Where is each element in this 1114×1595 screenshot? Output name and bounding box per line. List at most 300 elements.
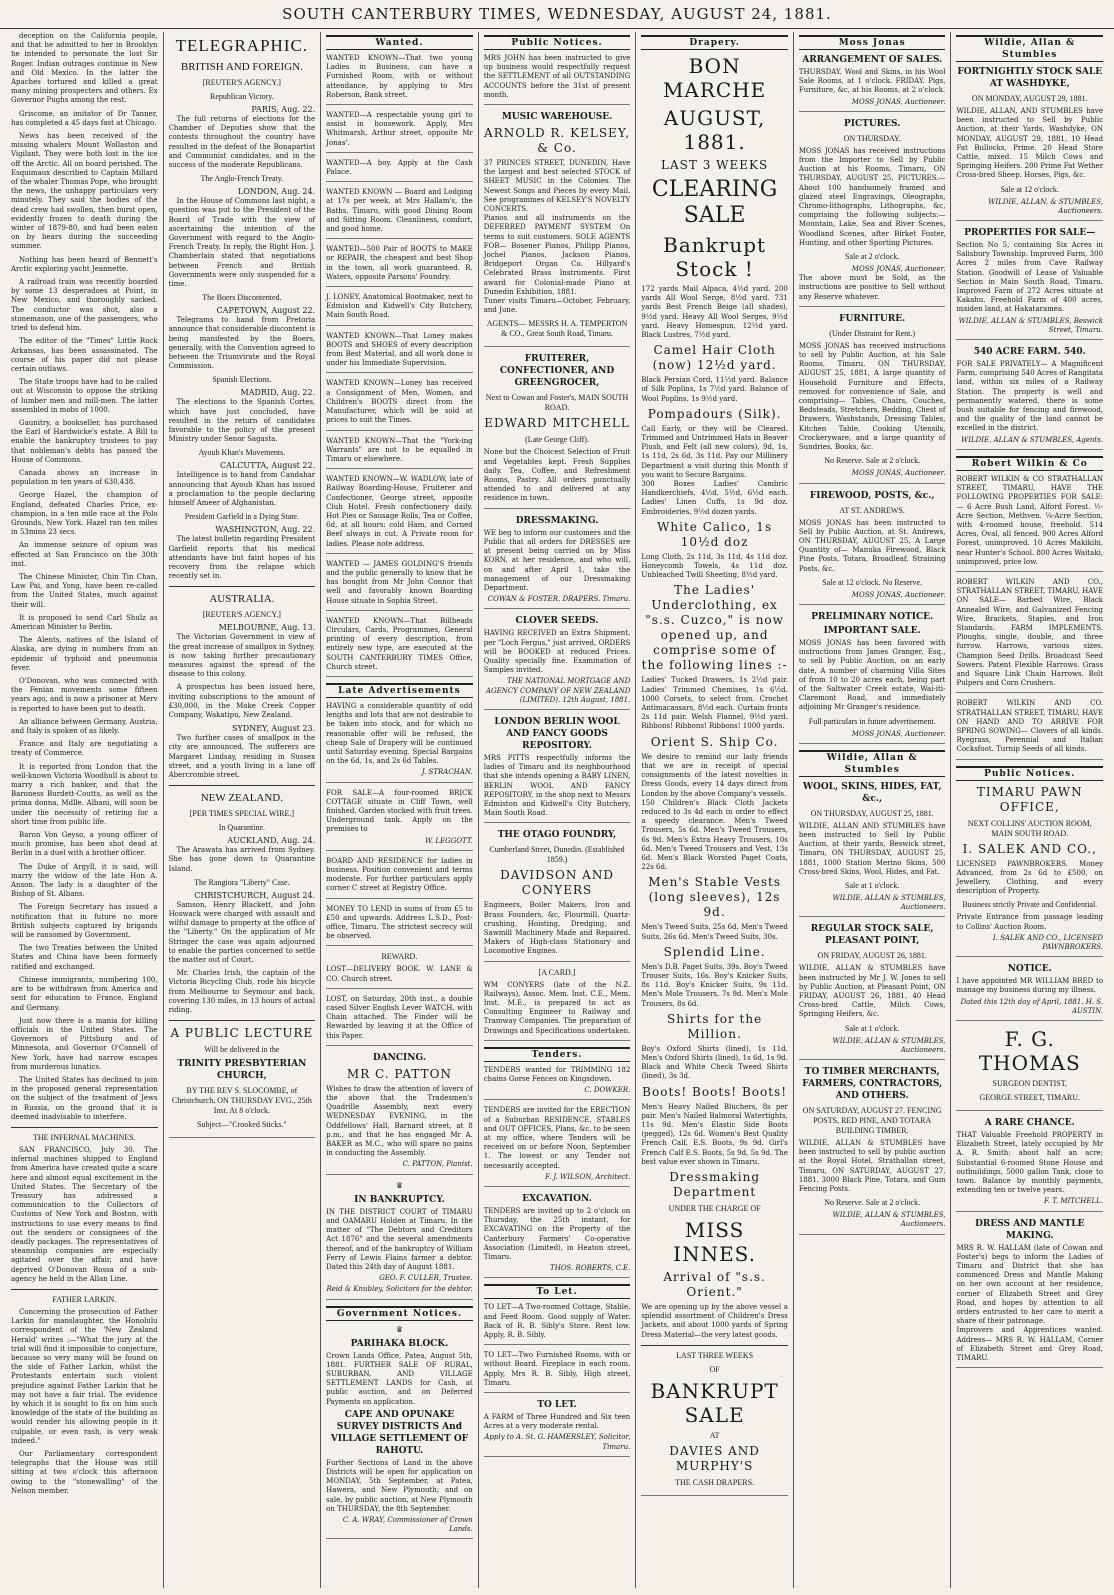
ad-text: HAVING RECEIVED an Extra Shipment, per "Loch Fergus," just arrived, ORDERS will be BOOKED at reduced Prices. Quality specially fine. Examination of Samples invited. bbox=[483, 629, 631, 675]
ad-text: THAT Valuable Freehold PROPERTY in Elizabeth Street, lately occupied by Mr A. R. Smith: about half an acre; Substantial 6-roomed Stone House and outbuildings, 5000 gallon Tank, close to town. Balance by monthly payments, extending ten or twelve years. bbox=[956, 1131, 1104, 1195]
news-headline: The Rangiora "Liberty" Case. bbox=[194, 877, 290, 887]
dateline: AUCKLAND, Aug. 24. bbox=[227, 836, 316, 846]
section-header-wanted: Wanted. bbox=[326, 35, 473, 50]
ad-text: Ladies' Tucked Drawers, 1s 2½d pair. Ladies' Trimmed Chemises, 1s 6½d. 1000 Corsets, to select from. Crochet Antimacassars, 8½d each. Curtain fronts 2s 11d pair. Welsh Flannel, 9½d yard. Ribbons! Ribbons! Ribbons! 1000 yards. bbox=[641, 676, 788, 731]
dateline: LONDON, Aug. 24. bbox=[237, 187, 316, 197]
paragraph: The Alents, natives of the Island of Alaska, are dying in numbers from an epidemic of typhoid and pneumonia fever. bbox=[11, 636, 158, 672]
ad-title: THE OTAGO FOUNDRY, bbox=[497, 830, 617, 841]
column-2-telegraphic bbox=[164, 32, 322, 1588]
ad-headline: Boots! Boots! Boots! bbox=[642, 1084, 788, 1099]
ad-text: BY THE REV S. SLOCOMBE, of Christchurch, ON THURSDAY EVG., 25th Inst. At 8 o'clock. bbox=[171, 1086, 312, 1116]
ad-title: PICTURES. bbox=[844, 118, 901, 129]
divider bbox=[641, 1345, 788, 1346]
ad-headline: Dressmaking Department bbox=[669, 1169, 761, 1199]
paragraph: Nothing has been heard of Bennett's Arctic exploring yacht Jeannette. bbox=[11, 255, 158, 273]
ad-title: A PUBLIC LECTURE bbox=[170, 1026, 314, 1041]
ad-title: FRUITERER, CONFECTIONER, AND GREENGROCER, bbox=[499, 354, 615, 389]
news-headline: President Garfield in a Dying State. bbox=[184, 512, 299, 522]
classified-ad: TO LET—Two Furnished Rooms, with or without Board. Fireplace in each room. Apply, Mrs R. B. Sibly, High street, Timaru. bbox=[484, 1351, 631, 1393]
ad-signature: WILDIE, ALLAN & STUMBLES, Beswick Street, Timaru. bbox=[958, 316, 1104, 334]
ad-date: AUGUST, 1881. bbox=[663, 106, 766, 154]
ad-text: ON THURSDAY. bbox=[843, 133, 901, 143]
ad-title: TO TIMBER MERCHANTS, FARMERS, CONTRACTORS, AND OTHERS. bbox=[802, 1067, 943, 1101]
ad-text: MRS R. W. HALLAM (late of Cowan and Foster's) begs to inform the Ladies of Timaru and District that she has commenced Dress and Mantle Making on her own account at her residence, corner of Elizabeth Street and Grey Road, and hopes by attention to all orders entrusted to her care to merit a share of their patronage. bbox=[956, 1243, 1104, 1326]
ad-headline: CLEARING SALE bbox=[651, 177, 778, 228]
section-header-late-ads: Late Advertisements bbox=[326, 683, 473, 698]
ad-headline: BANKRUPT SALE bbox=[650, 1378, 779, 1427]
ad-signature: WILDIE, ALLAN, & STUMBLES, Auctioneers. bbox=[988, 197, 1104, 215]
ad-dentist bbox=[956, 1027, 1103, 1111]
ad-title: A RARE CHANCE. bbox=[984, 1118, 1075, 1129]
section-header-robert-wilkin: Robert Wilkin & Co bbox=[956, 456, 1103, 471]
ad-clover-seeds bbox=[484, 615, 631, 710]
ad-text: No Reserve. Sale at 2 o'clock. bbox=[824, 1198, 921, 1208]
ad-preliminary-notice bbox=[799, 611, 946, 744]
classified-ad: WANTED—500 Pair of BOOTS to MAKE or REPAIR, the cheapest and best Shop in the town, all work guaranteed. R. Waters, opposite Parsons' Foundry. bbox=[326, 245, 473, 287]
ad-text: Business strictly Private and Confidential. bbox=[962, 900, 1098, 910]
ad-subject: Subject—"Crooked Sticks." bbox=[197, 1120, 287, 1130]
ad-signature: Apply to A. St. G. HAMERSLEY, Solicitor, Timaru. bbox=[484, 1433, 631, 1451]
section-header-wildie-allan: Wildie, Allan & Stumbles bbox=[956, 35, 1103, 62]
ad-text: Sale at 1 o'clock. bbox=[845, 880, 900, 890]
section-title-new-zealand: NEW ZEALAND. bbox=[200, 792, 283, 805]
ad-signature: COWAN & FOSTER, DRAPERS. Timaru. bbox=[487, 595, 631, 604]
ad-venue: TRINITY PRESBYTERIAN CHURCH, bbox=[177, 1059, 307, 1082]
ad-text: Will be delivered in the bbox=[204, 1045, 280, 1055]
ad-title: DRESS AND MANTLE MAKING. bbox=[975, 1218, 1085, 1241]
paragraph: In the House of Commons last night, a question was put to the President of the Board of Trade with the view of ascertaining the intention of the Government with regard to the Anglo-French Treaty. In reply, the Right Hon. J. Chamberlain stated that negotiations between French and British Governments were only suspended for a time. bbox=[168, 197, 316, 289]
ad-text: Cumberland Street, Dunedin. (Established 1859.) bbox=[489, 845, 625, 865]
ad-card bbox=[484, 968, 631, 1041]
section-title-australia: AUSTRALIA. bbox=[209, 593, 275, 606]
headline-father-larkin: FATHER LARKIN. bbox=[52, 1294, 117, 1304]
ad-headline: Bankrupt Stock ! bbox=[663, 233, 767, 281]
dateline: PARIS, Aug. 22. bbox=[251, 105, 316, 114]
ad-text: TENDERS wanted for TRIMMING 182 chains Gorse Fences on Kingsdown. bbox=[483, 1065, 631, 1083]
paragraph: The Arawata has arrived from Sydney. She has gone down to Quarantine Island. bbox=[168, 846, 316, 873]
section-header-government-notices: Government Notices. bbox=[326, 1306, 473, 1321]
ad-text: Next to Cowan and Foster's, MAIN SOUTH ROAD. bbox=[485, 393, 629, 413]
ad-pictures bbox=[799, 118, 946, 307]
dateline: MADRID, Aug. 22. bbox=[240, 388, 316, 398]
ad-firewood bbox=[799, 490, 946, 605]
ad-title: FIREWOOD, POSTS, &c., bbox=[809, 490, 935, 501]
ad-text: 150 Children's Black Cloth Jackets reduced to 3s 4d each in order to effect a speedy clearance. Men's Tweed Trousers, 5s 6d. Men's Tweed Trousers, 6s 9d. Men's Extra Heavy Trousers, 10s 6d. Men's Tweed Trousers and Vest, 13s 6d. Men's Black Worsted Paget Coats, 22s 6d. bbox=[641, 798, 788, 872]
ad-text: WM CONYERS (late of the N.Z. Railways), Assoc. Mem. Inst. C.E., Mem. Inst. M.E., is prepared to act as Consulting Engineer to Railway and Tramway Companies. The preparation of Drawings and Specifications undertaken. bbox=[483, 980, 631, 1035]
ad-text: NEXT COLLINS' AUCTION ROOM, MAIN SOUTH ROAD. bbox=[967, 818, 1092, 838]
ad-name: ARNOLD R. KELSEY, & Co. bbox=[484, 126, 631, 156]
ad-text: Men's D.B. Paget Suits, 39s. Boy's Tweed Trouser Suits, 16s. Boy's Knicker Suits, 8s 11d. Boy's Knicker Suits, 9s 11d. Men's Mole Trousers, 7s 9d. Men's Mole Trousers, 8s 6d. bbox=[641, 962, 788, 1008]
paragraph: France and Italy are negotiating a treaty of Commerce. bbox=[11, 740, 158, 758]
ad-signature: WILDIE, ALLAN & STUMBLES, Auctioneers. bbox=[832, 1211, 946, 1229]
ad-text: ON THURSDAY, AUGUST 25, 1881. bbox=[810, 808, 934, 818]
news-headline: In Quarantine. bbox=[218, 823, 265, 833]
paragraph: Intelligence is to hand from Candahar announcing that Ayoub Khan has issued a proclamation to the people declaring himself Ameer of Afghanistan. bbox=[168, 471, 316, 508]
ad-text: 172 yards Mail Alpaca, 4½d yard. 200 yards All Wool Serge, 8½d yard. 731 yards Best French Beige (all shades), 9½d yard. Heavy All Wool Serges, 9½d yard. Heavy Homespun, 12½d yard. Black Lustres, 7½d yard. bbox=[641, 285, 788, 340]
ad-signature: J. STRACHAN. bbox=[421, 768, 473, 777]
ad-text: Private Entrance from passage leading to Collins' Auction Room. bbox=[956, 913, 1104, 931]
classified-ad: LOST—DELIVERY BOOK. W. LANE & CO. Church street. bbox=[326, 965, 473, 988]
ad-headline: MISS INNES. bbox=[673, 1217, 757, 1266]
paragraph: The Chinese Minister, Chin Tin Chan, Law Pai, and Yong, have been re-called from the United States, much against their will. bbox=[11, 572, 158, 609]
ad-headline: Orient S. Ship Co. bbox=[650, 734, 779, 749]
ad-signature: W. LEGGOTT. bbox=[424, 836, 473, 845]
ad-text: THE CASH DRAPERS. bbox=[675, 1477, 755, 1487]
section-title-british-foreign: BRITISH AND FOREIGN. bbox=[180, 61, 303, 73]
paragraph: Baron Von Geyso, a young officer of much promise, has been shot dead at Berlin in a duel with a brother officer. bbox=[11, 831, 158, 858]
ad-text: Sale at 1 o'clock. bbox=[845, 1023, 900, 1033]
ad-text: Sale at 2 o'clock. bbox=[845, 252, 900, 262]
classified-ad: ROBERT WILKIN AND CO., STRATHALLAN STREET, TIMARU, HAVE ON SALE— Barbed Wire, Black Annealed Wire, and Galvanized Fencing Wire, Brackets, Staples, and Iron Standards. FARM IMPLEMENTS. Ploughs, single, double, and three furrow. Harrows, various sizes. Champion Seed Drills. Broadcast Seed Sowers. Patent Flexible Harrows. Grass and Square Link Chain Harrows. Bolt Pulpers and Corn Crushers. bbox=[956, 578, 1103, 693]
ad-text: FOR SALE PRIVATELY— A Magnificent Farm, comprising 540 Acres of Rangitata land, within six miles of a Railway Station. The property is well and permanently watered, there is some bush suitable for fencing and firewood, and the quality of the land cannot be excelled in the district. bbox=[956, 360, 1104, 433]
ad-text: MOSS JONAS has received instructions to sell by Public Auction, at his Sale Rooms, Timaru, ON THURSDAY, AUGUST 25, 1881, A large quantity of Household Furniture and Effects, removed for convenience of Sale, and comprising— Tables, Chairs, Couches, Bedsteads, Stretchers, Bedding, Chest of Drawers, Washstands, Dressing Tables, Kitchen Table, Cooking Utensils, Crockeryware, and a large quantity of Sundries, Books, &c. bbox=[798, 341, 946, 452]
paragraph: The latest bulletin regarding President Garfield reports that his medical attendants have but faint hopes of his recovery from the relapse which recently set in. bbox=[168, 535, 316, 581]
ad-text: IN THE DISTRICT COURT of TIMARU and OAMARU Holden at Timaru. In the matter of "The Debtors and Creditors Act 1876" and the several amendments thereof, and of the bankruptcy of William Ferry of Lewis Flains farmer a debtor. Dated this 24th day of August 1881. bbox=[326, 1207, 473, 1271]
paragraph: The Foreign Secretary has issued a notification that in future no more British subjects captured by brigands will be ransomed by Government. bbox=[11, 903, 158, 940]
paragraph: The Duke of Argyll, it is said, will marry the widow of the late Hon A. Anson. The lady is a daughter of the Bishop of St. Albans. bbox=[11, 862, 158, 899]
ad-text: GEORGE STREET, TIMARU. bbox=[979, 1093, 1081, 1103]
ad-furniture bbox=[799, 313, 946, 484]
ad-signature: C. DOWKER. bbox=[584, 1086, 631, 1095]
divider bbox=[11, 1289, 158, 1290]
news-headline: The Boers Discontented. bbox=[202, 293, 282, 303]
paragraph: Concerning the prosecution of Father Larkin for manslaughter, the Honolulu correspondent of the 'New Zealand Herald' writes :—"What the jury at the trial will find it impossible to conjecture, because so very many will be found on the side of Father Larkin, whilst the Protestants entertain such violent prejudice against Father Larkin that he may not have a fair trial. The evidence by which it is sought to fix on him such knowledge of the state of the building as would render his allowing people in it culpable, or even rash, is very weak indeed." bbox=[11, 1307, 158, 1445]
ad-title: CLOVER SEEDS. bbox=[515, 616, 599, 627]
paragraph: Samson, Henry Blackett, and John Hoswack were charged with assault and wilful damage to property at the office of the "Liberty." On the application of Mr Stringer the case was again adjourned to enable the parties concerned to settle the matter out of Court. bbox=[168, 900, 316, 964]
ad-bon-marche bbox=[641, 54, 788, 1496]
ad-text: Improvers and Apprentices wanted. Address— MRS R. W. HALLAM, Corner of Elizabeth Street and Grey Road, TIMARU. bbox=[956, 1326, 1104, 1363]
paragraph: Two further cases of smallpox in the city are announced. The sufferers are Margaret Lindsay, residing in Sussex street, and a youth living in a lane off Abercrombie street. bbox=[168, 734, 316, 779]
ad-title: TIMARU PAWN OFFICE, bbox=[976, 784, 1083, 814]
ad-fruiterer bbox=[484, 353, 631, 508]
ad-name: F. G. THOMAS bbox=[978, 1027, 1081, 1076]
paragraph: Chinese immigrants, numbering 100, are to be withdrawn from America and sent for education to France, England and Germany. bbox=[11, 975, 158, 1012]
ad-headline: Camel Hair Cloth (now) 12½d yard. bbox=[652, 343, 777, 373]
ad-text: Tuner visits Timaru—October, February, and June. bbox=[483, 297, 631, 315]
ad-store-name: BON MARCHE bbox=[662, 54, 767, 102]
agency-label: [REUTER'S AGENCY.] bbox=[202, 78, 281, 87]
paragraph: The State troops have had to be called out at Wisconsin to oppose the striking of lumber men and mill-men. The latter assembled in mobs of 1000. bbox=[11, 378, 158, 414]
paragraph: Griscome, an imitator of Dr Tanner, has completed a 45 days fast at Chicago. bbox=[11, 109, 158, 127]
paragraph: deception on the California people, and that he admitted to her in Brooklyn he intended to personate the lost Sir Roger. Indian outrages continue in New and Old Mexico. In the latter the Apaches tortured and killed a great many mining prospecters and others. Ex Governor Pughs among the rest. bbox=[11, 32, 158, 105]
ad-text: None but the Choicest Selection of Fruit and Vegetables kept. Fresh Supplies daily. Tea, Coffee, and Refreshment Rooms, Pastry. All orders punctually attended to and delivered at any residence in town. bbox=[483, 448, 631, 503]
ad-signature: WILDIE, ALLAN & STUMBLES, Auctioneers. bbox=[832, 893, 946, 912]
classified-ad: LOST, on Saturday, 20th inst., a double cased Silver English Lever WATCH, with Chain attached. The Finder will be Rewarded by leaving it at the Office of this Paper. bbox=[326, 995, 473, 1046]
paragraph: Telegrams to hand from Pretoria announce that considerable discontent is being manifested by the Boers, generally, with the Convention agreed to between the Triumvirate and the Royal Commission. bbox=[168, 316, 316, 371]
paragraph: The elections to the Spanish Cortes, which have just concluded, have resulted in the return of candidates favorable to the policy of the present Ministry under Senor Sagasta. bbox=[168, 398, 316, 444]
ad-timber bbox=[799, 1066, 946, 1235]
ad-headline: Pompadours (Silk). bbox=[647, 406, 782, 421]
ad-signature: F. T. MITCHELL. bbox=[1044, 1197, 1104, 1206]
ad-text: THURSDAY. Wool and Skins, in his Wool Sale Rooms, at 1 o'clock. FRIDAY. Pigs, Furniture, &c, at his Rooms, at 2 o'clock. bbox=[798, 68, 946, 95]
classified-ad bbox=[484, 1066, 631, 1101]
ad-title: REGULAR STOCK SALE, PLEASANT POINT, bbox=[810, 924, 934, 947]
ad-bankruptcy bbox=[326, 1181, 473, 1300]
ad-text: Black Persian Cord, 11½d yard. Balance of Silk Poplins, 1s 7½d yard. Balance of Wool Poplins, 1s 9½d yard. bbox=[641, 376, 788, 403]
ad-text: LAST THREE WEEKS bbox=[676, 1350, 754, 1360]
ad-text: UNDER THE CHARGE OF bbox=[668, 1203, 761, 1213]
ad-signature: Dated this 12th day of April, 1881. H. S. AUSTIN. bbox=[960, 997, 1104, 1015]
ad-headline: The Ladies' Underclothing, ex "s.s. Cuzco," is now opened up, and comprise some of the following lines :- bbox=[641, 583, 788, 673]
ad-stock-sale bbox=[799, 923, 946, 1060]
ad-subtitle: IMPORTANT SALE. bbox=[823, 625, 921, 636]
classified-ad bbox=[326, 789, 473, 851]
paragraph: George Hazel, the champion of England, defeated Charles Price, ex-champion, in a ten mile race at the Polo Grounds, New York. Hazel ran ten miles in 53mins 23 secs. bbox=[11, 491, 158, 537]
ad-text: 37 PRINCES STREET, DUNEDIN, Have the largest and best selected STOCK of SHEET MUSIC in the Colonies. The Newest Songs and Pieces by every Mail. See programmes of KELSEY'S NOVELTY CONCERTS. bbox=[483, 159, 631, 214]
ad-washdyke-sale bbox=[956, 66, 1103, 221]
ad-title: [A CARD.] bbox=[538, 967, 576, 977]
section-header-to-let: To Let. bbox=[484, 1284, 631, 1299]
classified-ad: WANTED KNOWN—That the "York-ing Warrants" are not to be equalled in Timaru or elsewhere. bbox=[326, 437, 473, 470]
dateline: MELBOURNE, Aug. 13. bbox=[218, 623, 316, 633]
ad-signature: MOSS JONAS, Auctioneer. bbox=[851, 590, 946, 599]
classified-ad: WANTED KNOWN—That two young Ladies in Business, can have a Furnished Room, with or without attendance, by applying to Mrs Roberson, Bank street. bbox=[326, 54, 473, 105]
ad-text: MRS PITTS respectfully informs the ladies of Timaru and its neighbourhood that she intends opening a BABY LINEN, BERLIN WOOL AND FANCY REPOSITORY, in the shop next to Messrs Edmiston and Kidwell's City Butchery, Main South Road. bbox=[483, 753, 631, 818]
ad-text: Section No 5, containing Six Acres in Salisbury Township. Improved Farm, 300 Acres 2 miles from Cave Railway Station. Goodwill of Lease of Valuable Section in Main South Road, Timaru. Improved Farm of 272 Acres situate at Kakahu. Freehold Farm of 400 acres, maiden land, at Hakataramea. bbox=[956, 241, 1104, 314]
section-header-moss-jonas: Moss Jonas bbox=[799, 35, 946, 50]
ad-title: FORTNIGHTLY STOCK SALE AT WASHDYKE, bbox=[957, 67, 1103, 89]
dateline: SYDNEY, August 23. bbox=[232, 724, 316, 734]
ad-title: PRELIMINARY NOTICE. bbox=[811, 611, 934, 622]
classified-ad bbox=[484, 1193, 631, 1278]
ad-otago-foundry bbox=[484, 829, 631, 961]
ad-music-warehouse bbox=[484, 111, 631, 347]
ad-signature: MOSS JONAS, Auctioneer. bbox=[851, 729, 946, 738]
section-header-public-notices: Public Notices. bbox=[956, 766, 1103, 781]
classified-ad bbox=[484, 1106, 631, 1187]
ad-text: MOSS JONAS has received instructions from the Importer to Sell by Public Auction at his Rooms, Timaru, ON THURSDAY, AUGUST 25, PICTURES.—About 100 handsomely framed and glazed steel Engravings, Oleographs, Chromo-lithographs, Lithographs, &c, comprising the following subjects:— Mountain, Lake, Sea and River Scenes, Woodland Scenes, after Birket Foster, Hunting, and other Sporting Pictures. bbox=[798, 146, 946, 247]
agency-label: [REUTER'S AGENCY.] bbox=[202, 610, 281, 620]
ad-name: I. SALEK AND CO., bbox=[962, 841, 1097, 856]
dateline: CAPETOWN, August 22. bbox=[216, 306, 316, 316]
paragraph: An immense seizure of opium was effected at San Francisco on the 30th inst. bbox=[11, 541, 158, 568]
ad-title: MUSIC WAREHOUSE. bbox=[501, 112, 613, 123]
ad-name: EDWARD MITCHELL bbox=[484, 416, 630, 431]
ad-text: WILDIE, ALLAN, AND STUMBLES have been instructed to Sell by Public Auction, at their Yards, Washdyke, ON MONDAY, AUGUST 29, 1881, 10 Head Fat Bullocks, Prime. 20 Head Store Cattle, mixed. 15 Milch Cows and Springing Heifers. 200 Prime Fat Wether Cross-bred Sheep. Horses, Pigs, &c. bbox=[956, 107, 1104, 180]
news-headline: Ayoub Khan's Movements. bbox=[198, 448, 286, 458]
masthead: SOUTH CANTERBURY TIMES, WEDNESDAY, AUGUST 24, 1881. bbox=[0, 0, 1114, 29]
wire-label: [PER TIMES SPECIAL WIRE.] bbox=[189, 809, 295, 819]
column-7-notices bbox=[951, 32, 1108, 1588]
classified-ad: ROBERT WILKIN AND CO. STRATHALLAN STREET, TIMARU, HAVE ON HAND AND TO ARRIVE FOR SPRING SOWING— Clovers of all kinds. Ryegrass, Perennial and Italian Cocksfoot. Turnip Seeds of all kinds. bbox=[956, 699, 1103, 759]
ad-text: OF bbox=[709, 1364, 720, 1374]
classified-ad: WANTED — JAMES GOLDING'S friends and the public generally to know that he has bought from Mr John Connor that well and favorably known Boarding House situate in Sophia Street. bbox=[326, 560, 473, 611]
ad-mantle-making bbox=[956, 1218, 1103, 1369]
ad-text: ON FRIDAY, AUGUST 26, 1881. bbox=[817, 951, 927, 961]
ad-name: MR C. PATTON bbox=[346, 1066, 452, 1081]
ad-dancing bbox=[326, 1052, 473, 1175]
paragraph: The two Treaties between the United States and China have been formerly ratified and exchanged. bbox=[11, 944, 158, 971]
classified-ad bbox=[484, 1399, 631, 1457]
divider bbox=[169, 586, 316, 587]
ad-signature: C. PATTON, Pianist. bbox=[402, 1160, 473, 1169]
ad-text: ON MONDAY, AUGUST 29, 1881. bbox=[971, 94, 1088, 103]
ad-headline: Arrival of "s.s. Orient." bbox=[663, 1269, 766, 1299]
ad-properties bbox=[956, 227, 1103, 340]
ad-berlin-wool bbox=[484, 716, 631, 823]
ad-text: HAVING a considerable quantity of odd lengths and lots that are not desirable to be taken into stock, and for which no reasonable offer will be refused, the cheap Sale of Drapery will be continued until Saturday evening. Special Bargains on the 6d, 1s, and 2s 6d Tables. bbox=[326, 701, 473, 766]
paragraph: The full returns of elections for the Chamber of Deputies show that the contests throughout the country have resulted in the defeat of the Bonapartist and Communist candidates, and in the success of the moderate Republicans. bbox=[168, 115, 316, 170]
paragraph: It is proposed to send Carl Shulz as American Minister to Berlin. bbox=[11, 613, 158, 631]
ad-text: Men's Tweed Suits, 25s 6d. Men's Tweed Suits, 26s 6d. Men's Tweed Suits, 30s. bbox=[641, 923, 788, 941]
headline-infernal-machines: THE INFERNAL MACHINES. bbox=[32, 1132, 136, 1142]
ad-text: Pianos and all instruments on the DEFERRED PAYMENT SYSTEM On terms to suit customers. SOLE AGENTS FOR— Bosener Pianos, Philipp Pianos, Jochel Pianos, Jackson Pianos, Bridgeport Organ Co. Hillyard's Celebrated Brass Instruments. First award for Colonial-made Piano at Dunedin Exhibition, 1881. bbox=[483, 214, 631, 296]
ad-text: WE beg to inform our customers and the Public that all orders for DRESSES are at present being carried on by Miss KORN, at her residence, and who will, on and after April 1, take the management of our Dressmaking Department. bbox=[483, 528, 631, 592]
ad-signature: GEO. F. CULLER, Trustee. bbox=[379, 1274, 473, 1283]
classified-ad: WANTED KNOWN—That Loney makes BOOTS and SHOES of every description from Best Material, and all work done is under his Immediate Supervision. bbox=[326, 332, 473, 374]
ad-farm bbox=[956, 346, 1103, 450]
ad-text: Full particulars in future advertisement. bbox=[808, 716, 936, 726]
paragraph: News has been received of the missing whalers Mount Wollaston and Vigilant. They were both lost in the ice off the Arctic. All on board perished. The Esquimaux described to Captain Millard of the whaler Thomas Pope, who brought the news, the unhappy particulars very minutely. They said the bodies of the dead crew had swollen, then burst open, evidently frozen to death during the winter of 1879-80, and had been eaten on by bears during the succeeding summer. bbox=[11, 132, 158, 251]
ad-dressmaking bbox=[484, 515, 631, 610]
ad-signature: I. SALEK AND CO., LICENSED PAWNBROKERS. bbox=[992, 933, 1104, 951]
ad-text: No Reserve. Sale at 2 o'clock. bbox=[824, 456, 921, 466]
ad-notice bbox=[956, 963, 1103, 1021]
ad-text: TENDERS are invited for the ERECTION of a Suburban RESIDENCE, STABLES and OUT OFFICES, Plans, &c, to be seen at my office, where Tenders will be received on or before Noon, September 1. The lowest or any Tender not necessarily accepted. bbox=[483, 1106, 631, 1170]
divider bbox=[169, 785, 316, 786]
section-header-wildie-allan: Wildie, Allan & Stumbles bbox=[799, 750, 946, 777]
classified-ad: MONEY TO LEND in sums of from £5 to £50 and upwards. Address L.S.D., Post-office, Timaru. The strictest secrecy will be observed. bbox=[326, 905, 473, 947]
ad-text: AT ST. ANDREWS. bbox=[839, 505, 905, 515]
ad-signature: THE NATIONAL MORTGAGE AND AGENCY COMPANY OF NEW ZEALAND (LIMITED). 12th August, 1881. bbox=[485, 677, 631, 704]
dateline: WASHINGTON, Aug. 22. bbox=[215, 525, 316, 535]
ad-text: LICENSED PAWNBROKERS. Money Advanced, from 2s 6d to £500, on Jewellery, Clothing, and every description of Property. bbox=[956, 859, 1104, 896]
column-4-public-notices bbox=[479, 32, 637, 1588]
section-header-tenders: Tenders. bbox=[484, 1047, 631, 1062]
ad-public-lecture bbox=[169, 1026, 316, 1138]
ad-text: I have appointed MR WILLIAM BRED to manage my business during my illness. bbox=[956, 977, 1104, 995]
ad-text: SURGEON DENTIST, bbox=[992, 1079, 1068, 1089]
ad-text: 300 Boxes Ladies' Cambric Handkerchiefs, 4½d, 5½d, 6½d each. Ladies' Linen Cuffs, 1s 9d doz. Embroideries, 9½d dozen yards. bbox=[641, 480, 788, 516]
paragraph: An alliance between Germany, Austria, and Italy is spoken of as likely. bbox=[11, 717, 158, 736]
news-headline: Spanish Elections. bbox=[212, 375, 272, 385]
classified-ad: WANTED KNOWN—That Billheads Circulars, Cards, Programmes, General printing of every description, from entirely new type, are executed at the SOUTH CANTERBURY TIMES Office, Church street. bbox=[326, 617, 473, 677]
ad-text: Men's Heavy Nailed Bluchers, 8s per pair. Men's Nailed Balmoral Watertights, 11s 9d. Men's Elastic Side Boots (pegged), 12s 6d. Women's Best Quality French Calf, E.S. Boots, 9s 9d. Girl's French Calf E.S. Boots, 5s 9d, 5s 9d. The best value ever shown in Timaru. bbox=[641, 1102, 788, 1166]
ad-text: Long Cloth, 2s 11d, 3s 11d, 4s 11d doz. Honeycomb Towels, 4s 11d doz. Unbleached Twill Sheeting, 8½d yard. bbox=[641, 552, 788, 580]
paragraph: The United States has declined to join in the proposed general representation on the subject of the treatment of Jews in Russia, on the ground that it is deemed inadvisable to interfere. bbox=[11, 1075, 158, 1121]
ad-text: We are opening up by the above vessel a splendid assortment of Children's Dress Jackets, and about 1000 yards of Spring Dress Material—the very latest goods. bbox=[641, 1302, 788, 1339]
ad-signature: WILDIE, ALLAN & STUMBLES, Agents. bbox=[961, 435, 1104, 444]
ad-signature: MOSS JONAS, Auctioneer. bbox=[851, 469, 946, 478]
section-header-public-notices: Public Notices. bbox=[484, 35, 631, 50]
ad-title: ARRANGEMENT OF SALES. bbox=[802, 55, 943, 65]
ad-text: Engineers, Boiler Makers, Iron and Brass Founders, &c, Flourmill, Quartz-crushing, Hoisting, Dredging, and Sawmill Machinery Made and Repaired. Makers of High-class Stationary and Locomotive Engines. bbox=[483, 901, 631, 956]
ad-text: WILDIE, ALLAN AND STUMBLES have been instructed to Sell by Public Auction, at their yards, Beswick street, Timaru, ON THURSDAY, AUGUST 25, 1881, 1000 Station Merino Skins, 500 Cross-bred Skins, Wool, Hides, and Fat. bbox=[798, 821, 946, 876]
paragraph: A railroad train was recently boarded by some 13 desperadoes at Point, in New Mexico, and thoroughly sacked. The conductor was shot, also a stonemason, one of the passengers, who tried to defend him. bbox=[11, 278, 158, 333]
ad-text: MOSS JONAS has been instructed to Sell by Public Auction, at St. Andrews, ON THURSDAY, AUGUST 25, A Large Quantity of— Manuka Firewood, Black Pine Posts, Totara, Broadleaf, Straining Posts, &c. bbox=[798, 518, 946, 573]
ad-title: 540 ACRE FARM. 540. bbox=[973, 347, 1086, 358]
crown-emblem-icon: ♛ bbox=[395, 1180, 404, 1190]
ad-headline: Shirts for the Million. bbox=[667, 1011, 763, 1041]
classified-ad bbox=[326, 702, 473, 783]
ad-title: PROPERTIES FOR SALE— bbox=[964, 228, 1096, 239]
ad-text: Further Sections of Land in the above Districts will be open for application on MONDAY, 5th September, at Patea, Hawera, and New Plymouth; and on sale, by public auction, at New Plymouth on THURSDAY, the 8th September. bbox=[326, 1458, 473, 1513]
divider bbox=[169, 1020, 316, 1021]
dateline: CALCUTTA, August 22. bbox=[220, 461, 316, 471]
ad-text: (Under Distraint for Rent.) bbox=[829, 328, 916, 338]
ad-title: DRESSMAKING. bbox=[515, 515, 599, 526]
classified-ad: BOARD AND RESIDENCE for ladies in business. Position convenient and terms moderate. For further particulars apply corner C street at Registry Office. bbox=[326, 857, 473, 899]
paragraph: Just now there is a mania for killing officials in the United States. The Governors of Pittsburg and of Minnesota, and Governor O'Connell of New York, have had narrow escapes from murderous lunatics. bbox=[11, 1016, 158, 1071]
ad-text: We desire to remind our lady friends that we are in receipt of special consignments of the latest novelties in Dress Goods, every 14 days direct from London by the above Company's vessels. bbox=[641, 752, 788, 798]
ad-title-reward: REWARD. bbox=[381, 952, 418, 962]
ad-text: Crown Lands Office, Patea, August 5th, 1881. FURTHER SALE OF RURAL, SUBURBAN, AND VILLAGE SETTLEMENT LANDS for Cash, at public auction, and on Deferred Payments on application. bbox=[326, 1351, 473, 1406]
ad-arrangement-of-sales bbox=[799, 54, 946, 112]
paragraph: The editor of the "Times" Little Rock Arkansas, has been assassinated. The course of his paper did not please certain outlaws. bbox=[11, 337, 158, 373]
crown-emblem-icon: ♛ bbox=[395, 1324, 404, 1334]
ad-store-name: DAVIES AND MURPHY'S bbox=[669, 1443, 760, 1473]
classified-ad: WANTED—A boy. Apply at the Cash Palace. bbox=[326, 159, 473, 182]
ad-headline: LAST 3 WEEKS bbox=[661, 158, 769, 172]
paragraph: Mr. Charles Irish, the captain of the Victoria Bicycling Club, rode his bicycle from Melbourne to Seymour and back, covering 130 miles, in 13 hours of actual riding. bbox=[168, 969, 316, 1014]
ad-title: FURNITURE. bbox=[839, 313, 906, 324]
news-headline: Republican Victory. bbox=[210, 92, 274, 101]
classified-ad: WANTED KNOWN — Board and Lodging at 17s per week, at Mrs Hallam's, the Baths, Timaru, with good Dining Room and Sitting Room. Cleanliness, comfort, and good home. bbox=[326, 188, 473, 239]
column-5-drapery bbox=[636, 32, 794, 1588]
ad-text: (Late George Cliff). bbox=[525, 435, 589, 445]
ad-title: LONDON BERLIN WOOL AND FANCY GOODS REPOSITORY. bbox=[494, 716, 620, 751]
paragraph: A prospectus has been issued here, inviting subscriptions to the amount of £30,000, in the Moke Creek Copper Company, Wakatipu, New Zealand. bbox=[168, 683, 316, 719]
ad-pawn-office bbox=[956, 785, 1103, 958]
column-3-wanted bbox=[321, 32, 479, 1588]
ad-signature: F. J. WILSON, Architect. bbox=[545, 1172, 631, 1181]
ad-name: DAVIDSON AND CONYERS bbox=[500, 868, 614, 898]
paragraph: It is reported from London that the well-known Victoria Woodhull is about to marry a rich banker, and that the Baroness Burdett-Coutts, as well as the prima donna, Mdlle. Albani, will soon be under the necessity of retiring for a short time from public life. bbox=[11, 762, 158, 826]
classified-ad: WANTED KNOWN—W. WADLOW, late of Railway Boarding-House, Fruiterer and Confectioner, George street, opposite Club Hotel. Fresh confectionery daily. Hot Pies or Sausage Rolls, Tea or Coffee, 6d, at all hours: cold Ham, and Corned Beef always in cut. A Private room for ladies. Please note address. bbox=[326, 475, 473, 554]
columns bbox=[6, 32, 1108, 1588]
ad-text: Call Early, or they will be Cleared. Trimmed and Untrimmed Hats in Beaver Plush, and Felt (all new colors), 9d, 1s, 1s 11d, 2s 6d, 3s 11d. Pay our Millinery Department a visit during this Month if you want to Secure Bargains. bbox=[641, 424, 788, 479]
ad-subtitle: CAPE AND OPUNAKE SURVEY DISTRICTS And VILLAGE SETTLEMENT OF RAHOTU. bbox=[330, 1409, 469, 1456]
ad-text: FOR SALE—A four-roomed BRICK COTTAGE situate in Cliff Town, well finished. Garden stocked with fruit trees. Underground tank. Apply on the premises to bbox=[326, 788, 473, 834]
ad-signature: MOSS JONAS, Auctioneer. bbox=[851, 97, 946, 106]
ad-headline: Splendid Line. bbox=[663, 944, 766, 959]
ad-title: TO LET. bbox=[537, 1400, 577, 1411]
classified-ad: MRS JOHN has been instructed to give up business would respectfully request the SETTLEMENT of all OUTSTANDING ACCOUNTS before the 31st of present month. bbox=[484, 54, 631, 105]
ad-text: Sale at 12 o'clock. No Reserve. bbox=[822, 577, 923, 587]
news-headline: The Anglo-French Treaty. bbox=[200, 174, 284, 184]
paragraph: Canada shows an increase in population in ten years of 630,438. bbox=[11, 468, 158, 487]
ad-title: PARIHAKA BLOCK. bbox=[350, 1338, 449, 1349]
ad-text: MOSS JONAS has been favored with instructions from James Granger, Esq., to sell by Public Auction, on an early date, A number of charming Villa Sites of from 10 to 20 acres each, being part of the Saltwater Creek estate, Wai-iti-Claremont Road, and immediately adjoining Mr Granger's residence. bbox=[798, 638, 946, 712]
ad-text: A FARM of Three Hundred and Six teen Acres at a very moderate rental. bbox=[483, 1413, 631, 1431]
ad-text: WILDIE, ALLAN & STUMBLES have been instructed by Mr J. W. Jones to sell by Public Auction, at Pleasant Point, ON FRIDAY, AUGUST 26, 1881, 40 Head Cross-bred Cattle, Milch Cows, Springing Heifers, &c. bbox=[798, 964, 946, 1019]
ad-signature: C. A. WRAY, Commissioner of Crown Lands. bbox=[342, 1515, 473, 1534]
section-title-telegraphic: TELEGRAPHIC. bbox=[175, 36, 309, 55]
ad-text: The above must be Sold, as the instructions are positive to Sell without any Reserve whatever. bbox=[798, 274, 946, 301]
section-header-drapery: Drapery. bbox=[641, 35, 788, 50]
paragraph: Our Parliamentary correspondent telegraphs that the House was still sitting at two o'clock this afternoon owing to the "stonewalling" of the Nelson member. bbox=[11, 1450, 158, 1495]
ad-text: Wishes to draw the attention of lovers of the above that the Tradesmen's Quadrille Assembly, next every WEDNESDAY EVENING, in the Oddfellows' Hall, Barnard street, at 8 p.m., and that he has engaged Mr A. BAKER as M.C., who will spare no pains in conducting the Assembly. bbox=[326, 1084, 473, 1158]
ad-title: EXCAVATION. bbox=[522, 1194, 592, 1205]
ad-text: AT bbox=[709, 1430, 720, 1440]
ad-text: ON SATURDAY, AUGUST 27. FENCING POSTS, RED PINE, AND TOTARA BUILDING TIMBER. bbox=[802, 1106, 942, 1135]
classified-ad: ROBERT WILKIN & CO STRATHALLAN STREET, TIMARU, HAVE THE FOLLOWING PROPERTIES FOR SALE:— 6 Acre Bush Land, Alford Forest. ½-Acre Section, Methven. ¼-Acre Section, with 4-roomed house, freehold. 514 Acres, Oval, all fenced. 900 Acres Alford Forest, unimproved. 10 Acres Makikihi, near Hunter's School. 800 Acres Waitaki, unimproved, price low. bbox=[956, 475, 1103, 572]
column-6-moss-jonas bbox=[794, 32, 952, 1588]
ad-text: Sale at 12 o'clock. bbox=[1000, 184, 1059, 194]
ad-text: Boy's Oxford Shirts (lined), 1s 11d. Men's Oxford Shirts (lined), 1s 6d, 1s 9d. Black and White Check Tweed Shirts (lined), 3s 3d. bbox=[641, 1044, 788, 1081]
ad-parihaka bbox=[326, 1325, 473, 1540]
paragraph: Gaunitry, a bookseller, has purchased the Earl of Hardwicke's estate. A Bill to enable the bankruptcy trustees to pay that nobleman's debts has passed the House of Commons. bbox=[11, 418, 158, 464]
classified-ad: J. LONEY, Anatomical Bootmaker, next to Edmiston and Kidwell's City Butchery, Main South Road. bbox=[326, 293, 473, 326]
ad-headline: Men's Stable Vests (long sleeves), 12s 9d. bbox=[648, 875, 782, 920]
ad-signature: THOS. ROBERTS, C.E. bbox=[550, 1264, 631, 1273]
ad-text: WILDIE, ALLAN & STUMBLES have been instructed to sell by public auction at the Royal Hotel, Strathallan street, Timaru, ON SATURDAY, AUGUST 27, 1881, 3000 Black Pine, Totara, and Gum Fencing Posts. bbox=[798, 1139, 946, 1194]
ad-text: TENDERS are invited up to 2 o'clock on Thursday, the 25th instant, for EXCAVATING on the Property of the Canterbury Farmers' Co-operative Association (Limited), in Heaton street, Timaru. bbox=[483, 1207, 631, 1262]
ad-title: IN BANKRUPTCY. bbox=[354, 1194, 445, 1205]
classified-ad: WANTED KNOWN—Loney has received a Consignment of Men, Women, and Children's BOOTS direct from the Manufacturer, which will be sold at prices to suit the Times. bbox=[326, 379, 473, 430]
ad-title: WOOL, SKINS, HIDES, FAT, &c., bbox=[802, 781, 942, 804]
ad-wool-skins bbox=[799, 781, 946, 918]
